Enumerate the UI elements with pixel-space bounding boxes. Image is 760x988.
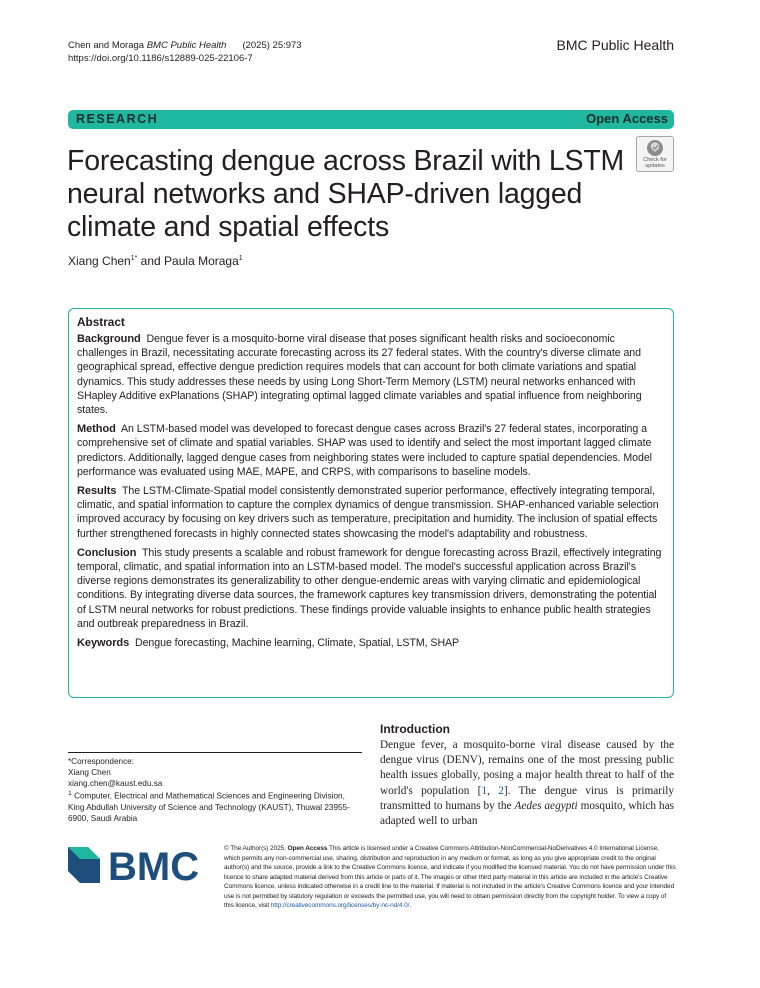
license-body: This article is licensed under a Creative Commons Attribution-NonCommercial-NoDerivatives 4.0 International License, which permits any non-commercial use, sharing, distribution and reproduction in any medium or format, as long as you give appropriate credit to the original author(s) and the source, provide a link to the Creative Commons licence, and indicate if you modified the licensed material. You do not have permission under this licence to share adapted material derived from this article or parts of it. The images or other third party material in this article are included in the article's Creative Commons licence, unless indicated otherwise in a credit line to the material. If material is not included in the article's Creative Commons licence and your intended use is not permitted by statutory regulation or exceeds the permitted use, you will need to obtain permission directly from the copyright holder. To view a copy of this licence, visit xyxy=(224,845,676,909)
section-text: This study presents a scalable and robust framework for dengue forecasting across Brazil, effectively integrating temporal, climatic, and spatial information into an LSTM-based model. The model's successful application across Brazil's diverse regions demonstrates its generalizability to other dengue-endemic areas with varying climatic and epidemiological conditions. By integrating diverse data sources, the framework captures key transmission drivers, demonstrating the potential of LSTM neural networks for robust predictions. These findings provide valuable insights to enhance public health strategies and outbreak preparedness in Brazil. xyxy=(77,546,662,630)
abstract-results xyxy=(77,484,665,541)
citation-year-volume: (2025) 25:973 xyxy=(242,40,302,51)
correspondence-block xyxy=(68,752,362,825)
affiliation-mark: 1 xyxy=(68,790,72,798)
license-end: . xyxy=(409,902,412,909)
citation-separator: , xyxy=(487,784,499,797)
section-label: Method xyxy=(77,423,116,436)
article-type-banner xyxy=(68,110,674,129)
article-type-label: RESEARCH xyxy=(76,112,159,126)
section-label: Keywords xyxy=(77,637,130,650)
doi-link[interactable]: https://doi.org/10.1186/s12889-025-22106-7 xyxy=(68,53,253,64)
citation-authors: Chen and Moraga xyxy=(68,40,145,51)
citation-link[interactable]: 2 xyxy=(498,784,504,797)
intro-text-part: mosquito, which has adapted well to urban xyxy=(380,799,674,828)
intro-text-part: Dengue fever, a mosquito-borne viral disease caused by the dengue virus (DENV), remains one of the most pressing public health issues globally, posing a major health threat to half of the world's population [ xyxy=(380,739,674,797)
check-for-updates-badge[interactable] xyxy=(636,136,674,172)
introduction-heading: Introduction xyxy=(380,722,450,736)
abstract-box xyxy=(68,308,674,698)
affiliation-text: Computer, Electrical and Mathematical Sciences and Engineering Division, King Abdullah University of Science and Technology (KAUST), Thuwal 23955-6900, Saudi Arabia xyxy=(68,792,350,823)
abstract-keywords xyxy=(77,636,665,650)
license-lead: © The Author(s) 2025. xyxy=(224,845,288,852)
author-name[interactable]: Paula Moraga xyxy=(164,254,239,268)
section-text: Dengue fever is a mosquito-borne viral disease that poses significant health risks and socioeconomic challenges in Brazil, necessitating accurate forecasting across its 27 federal states. With the country's diverse climate and geographical spread, effective dengue prediction requires models that can account for both climate variations and spatial dynamics. This study addresses these needs by using Long Short-Term Memory (LSTM) neural networks enhanced with SHapley Additive exPlanations (SHAP) integrating optimal lagged climate variables and spatial influence from neighboring states. xyxy=(77,333,642,417)
keywords-text: Dengue forecasting, Machine learning, Climate, Spatial, LSTM, SHAP xyxy=(134,637,460,650)
affiliation xyxy=(68,789,362,824)
check-updates-text-line1: Check for xyxy=(643,157,667,163)
article-title: Forecasting dengue across Brazil with LSTM neural networks and SHAP-driven lagged climate and spatial effects xyxy=(67,145,625,243)
check-updates-text-line2: updates xyxy=(645,163,665,169)
check-updates-icon xyxy=(644,139,666,157)
citation-line xyxy=(68,39,302,52)
correspondence-name: Xiang Chen xyxy=(68,767,111,777)
license-link[interactable]: http://creativecommons.org/licenses/by-nc-nd/4.0/ xyxy=(270,902,410,909)
citation-journal: BMC Public Health xyxy=(146,40,227,51)
journal-name: BMC Public Health xyxy=(556,37,674,53)
correspondence-label: *Correspondence: xyxy=(68,757,134,766)
license-open-access: Open Access xyxy=(287,845,328,852)
open-access-label: Open Access xyxy=(586,111,668,126)
section-label: Results xyxy=(77,485,117,498)
section-text: The LSTM-Climate-Spatial model consistently demonstrated superior performance, effectively integrating temporal, climatic, and spatial information to capture the complex dynamics of dengue transmission. SHAP-enhanced variable selection improved accuracy by focusing on key drivers such as temperature, precipitation and humidity. The inclusion of spatial effects further strengthened forecasts in highly connected states showcasing the model's adaptability and robustness. xyxy=(77,485,659,540)
citation-link[interactable]: 1 xyxy=(481,784,488,797)
section-label: Background xyxy=(77,333,141,345)
bmc-logo xyxy=(68,845,213,885)
running-header xyxy=(68,39,302,65)
abstract-conclusion xyxy=(77,546,665,631)
species-name: Aedes aegypti xyxy=(514,799,578,812)
author-name[interactable]: Xiang Chen xyxy=(68,254,131,268)
author-affiliation-mark: 1 xyxy=(238,255,243,262)
section-label: Conclusion xyxy=(77,546,137,559)
author-affiliation-mark: 1* xyxy=(130,255,138,262)
intro-text-part: ]. The dengue virus is primarily transmitted to humans by the xyxy=(380,784,674,812)
author-list xyxy=(68,254,243,268)
bmc-logo-text: BMC xyxy=(108,845,200,885)
abstract-heading: Abstract xyxy=(77,315,125,329)
section-text: An LSTM-based model was developed to forecast dengue cases across Brazil's 27 federal states, incorporating a comprehensive set of climate and spatial variables. SHAP was used to identify and select the most important lagged climate predictors. Additionally, lagged dengue cases from neighboring states were included to capture spatial dependencies. Model performance was evaluated using MAE, MAPE, and CRPS, with comparisons to baseline models. xyxy=(77,423,652,478)
correspondence-email[interactable]: xiang.chen@kaust.edu.sa xyxy=(68,778,163,788)
abstract-background xyxy=(77,332,665,417)
author-conjunction: and xyxy=(137,254,165,268)
abstract-method xyxy=(77,422,665,479)
introduction-text xyxy=(380,738,674,829)
license-text xyxy=(224,844,676,911)
